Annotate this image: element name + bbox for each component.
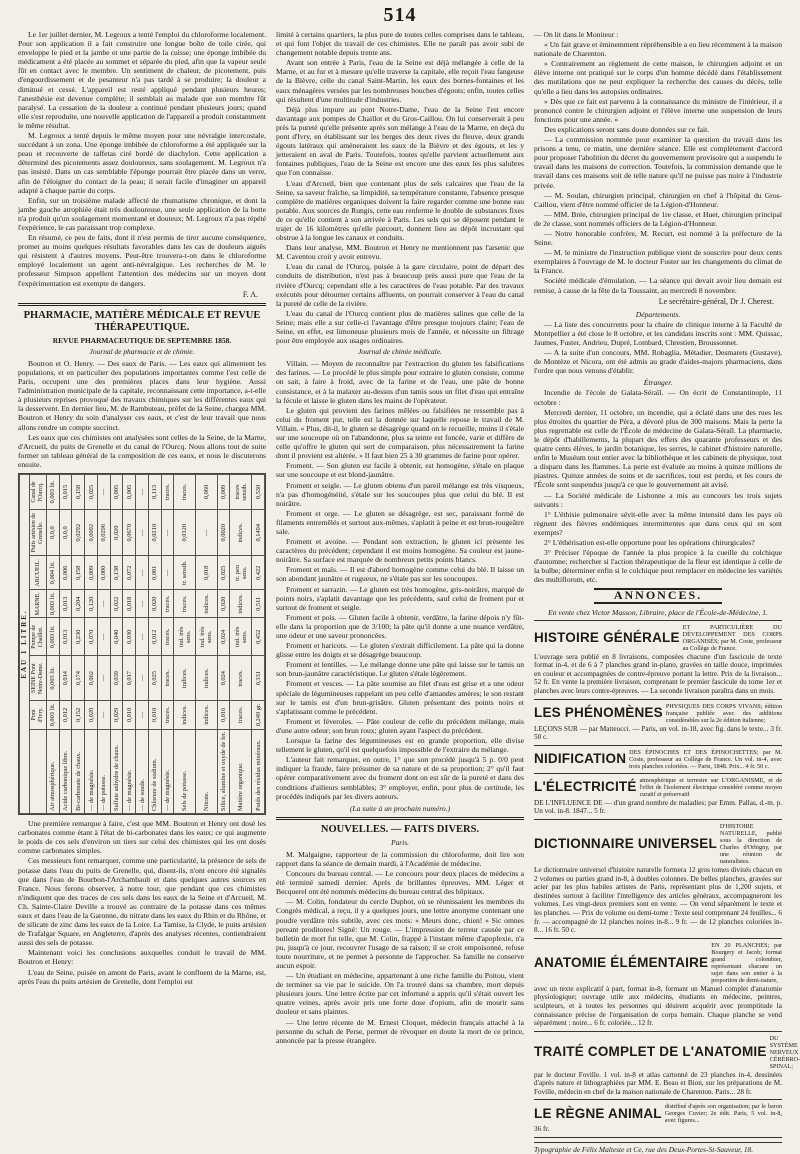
table-column-header: Pompe de Chaillot. xyxy=(30,618,47,656)
paragraph: Froment et pois. — Gluten facile à obtenir, verdâtre, la farine dépois n'y fût-elle dans la proportion que de 3/100; la pâte qu'il donne a une nuance verdâtre, une odeur et une saveur prononcées. xyxy=(276,612,524,640)
paragraph: — La liste des concurrents pour la chaire de clinique interne à la Faculté de Montpellier a été close le 8 octobre, et les candidats inscrits sont : MM. Quissac, Jaumes, Fuster, Andrieu, Dupré, Lombard, Chrestien, Broussonnet. xyxy=(534,319,782,347)
table-cell: 0,060 xyxy=(196,475,218,510)
table-cell: traces. xyxy=(161,475,174,510)
ad-title: TRAITÉ COMPLET DE L'ANATOMIE xyxy=(534,1044,767,1060)
table-cell: 0,072 xyxy=(123,556,136,590)
table-row xyxy=(161,475,174,814)
paragraph: Froment et haricots. — Le gluten s'extrait difficilement. La pâte qui la donne glisse entre les doigts et se désagrège beaucoup. xyxy=(276,641,524,660)
table-row xyxy=(148,475,161,814)
ad-title: L'ÉLECTRICITÉ xyxy=(534,779,637,795)
divider xyxy=(276,817,524,820)
divider xyxy=(534,699,782,700)
table-cell: 0,120 xyxy=(85,590,98,618)
secretary-signature: Le secrétaire-général, Dr J. Cherest. xyxy=(658,296,774,306)
table-cell: — xyxy=(97,618,110,656)
section-title: PHARMACIE, MATIÈRE MÉDICALE ET REVUE THÉRAPEUTIQUE. xyxy=(23,309,261,333)
paragraph: Mercredi dernier, 11 octobre, un incendie, qui a éclaté dans une des rues les plus étroites du quartier de Péra, a dévoré plus de 300 maisons. Mais la perte la plus regrettable est celle de l'École de médecine de Galata-Séraïl. La pharmacie, le dépôt d'habillements, la plupart des effets des quarante professeurs et des quatre cents élèves, le jardin botanique, les serres, le cabinet d'histoire naturelle, enfin le Muséum tout entier avec la bibliothèque et les cabinets de physique, tout a disparu dans les flammes. La perte est évaluée au moins à quinze millions de piastres. Quinze années de soins et de sacrifices, tout est perdu, et les cours de l'École sont suspendus jusqu'à ce que le gouvernement ait avisé. xyxy=(534,407,782,490)
table-cell: 0,020 xyxy=(110,510,123,556)
table-cell: 0,014 xyxy=(59,656,72,701)
divider xyxy=(534,1031,782,1032)
table-cell: 0,009 xyxy=(85,556,98,590)
table-row-label: Sulfate anhydre de chaux. xyxy=(110,729,123,813)
paragraph: Maintenant voici les conclusions auxquelles conduit le travail de MM. Boutron et Henry: xyxy=(18,948,266,967)
table-cell: — xyxy=(136,510,149,556)
divider xyxy=(534,745,782,746)
table-column-header: MARNE. xyxy=(30,590,47,618)
table-row-label: Nitrate. xyxy=(196,729,218,813)
annonces-header xyxy=(534,588,782,603)
table-cell: 0,081 xyxy=(148,556,161,590)
table-cell: indices. xyxy=(230,590,252,618)
table-cell: 0,158 xyxy=(72,475,85,510)
table-cell: indices. xyxy=(196,590,218,618)
table-cell: 0,152 xyxy=(72,701,85,729)
divider xyxy=(534,1137,782,1138)
journal-title: Journal de pharmacie et de chimie. xyxy=(89,346,195,356)
table-cell: 0,017 xyxy=(123,656,136,701)
table-row xyxy=(136,475,149,814)
ad-subtitle: PHYSIQUES DES CORPS VIVANS; édition française publiée avec des additions considérables sur la 2e édition italienne; xyxy=(665,702,782,724)
table-cell: 0,530 xyxy=(252,475,265,510)
paragraph: Société médicale d'émulation. — La séance qui devait avoir lieu demain est remise, à cause de la fête de la Toussaint, au mercredi 8 novembre. xyxy=(534,276,782,295)
journal-title: Journal de chimie médicale. xyxy=(358,347,442,357)
table-row-label: Matière organique. xyxy=(230,729,252,813)
table-cell: indices. xyxy=(196,701,218,729)
paragraph: Froment et avoine. — Pendant son extraction, le gluten ici présente les caractères du précédent; cependant il est moins homogène. Sa couleur est jaune-noirâtre. Sa surface est marquée de nombreux petits points blancs. xyxy=(276,537,524,565)
departments-title: Départements. xyxy=(635,309,681,319)
paragraph: — M. le ministre de l'instruction publique vient de souscrire pour deux cents exemplaires à l'ouvrage de M. le docteur Fuster sur les changements du climat de la France. xyxy=(534,248,782,276)
moniteur-intro: — On lit dans le Moniteur : xyxy=(534,30,619,39)
table-cell: 0,230 xyxy=(72,618,85,656)
table-cell: — xyxy=(136,475,149,510)
table-cell: — xyxy=(97,701,110,729)
ad-title: ANATOMIE ÉLÉMENTAIRE xyxy=(534,954,709,970)
table-cell: — xyxy=(97,656,110,701)
table-row xyxy=(123,475,136,814)
paragraph: M. Legroux a tenté depuis le même moyen pour une névralgie intercostale, succédant à un zona. Une éponge imbibée de chloroforme a été appliquée sur la peau et recouverte de taffetas ciré bordé de diachylon. Cette application a déterminé des picotements assez douloureux, sans soulagement. M. Legroux n'a pas insisté. Dans un cas semblable l'éponge pourrait être placée dans un verre, afin de l'éloigner du contact de la peau; il serait facile d'imaginer un appareil adapté à chaque partie du corps. xyxy=(18,131,266,195)
table-cell: 0,422 xyxy=(252,556,265,590)
table-cell: 0,015 xyxy=(59,475,72,510)
annonces-intro: En vente chez Victor Masson, Libraire, place de l'École-de-Médecine, 1. xyxy=(548,607,768,617)
paragraph: Concours du bureau central. — Le concours pour deux places de médecins a été terminé samedi dernier. Après de brillantes épreuves, MM. Léger et Becquerel ont été nommés médecins du bureau central des hôpitaux. xyxy=(276,869,524,897)
ad-body: LEÇONS SUR — par Matteucci. — Paris, un vol. in-18, avec fig. dans le texte... 3 fr. 50 c. xyxy=(534,724,782,742)
table-cell: 0,040 xyxy=(110,618,123,656)
table-row xyxy=(217,475,230,814)
paragraph: Froment et sarrazin. — Le gluten est très homogène, gris-noirâtre, marqué de points noirs, s'aplatit davantage que les précédents, sauf celui de froment pur et surtout de froment et seigle. xyxy=(276,584,524,612)
paragraph: Lorsque la farine des légumineuses est en grande proportion, elle divise tellement le gluten, qu'il est quelquefois impossible de l'extraire du mélange. xyxy=(276,736,524,755)
table-cell: 0,1494 xyxy=(252,510,265,556)
table-column-header: Puits artésien de Grenelle. xyxy=(30,510,47,556)
table-cell: ind. très sens. xyxy=(196,618,218,656)
imprint: Typographie de Félix Malteste et Ce, rue des Deux-Portes-St-Sauveur, 18. xyxy=(534,1142,782,1154)
annonces-title: ANNONCES. xyxy=(594,588,722,603)
table-cell: indices. xyxy=(174,701,196,729)
table-cell: 0,249 gr. xyxy=(252,701,265,729)
ad-subtitle: distribué d'après son organisation; par le baron Georges Cuvier; 2e édit. Paris, 5 vol. in-8, avec figures... xyxy=(664,1103,782,1125)
advertisement xyxy=(534,703,782,746)
paragraph: L'auteur fait remarquer, en outre, 1° que son procédé jusqu'à 5 p. 0/0 peut indiquer la fraude, faire présumer de sa nature et de sa proportion; 2° qu'il faut opérer comparativement avec du froment dont on est sûr de la pureté et dans des conditions d'ailleurs semblables; 3° employer, enfin, pour plus de certitude, les procédés indiqués par les divers auteurs. xyxy=(276,755,524,801)
table-cell: 0,022 xyxy=(110,590,123,618)
divider xyxy=(534,819,782,820)
table-cell: tr. sensib. xyxy=(174,556,196,590)
ad-subtitle: DU SYSTÈME NERVEUX CÉRÉBRO-SPINAL; xyxy=(769,1034,800,1070)
advertisement xyxy=(534,1103,782,1138)
table-cell: 0,113 xyxy=(148,475,161,510)
table-group-header: EAU 1 LITRE. xyxy=(20,475,30,814)
news-place: Paris. xyxy=(391,837,409,847)
table-cell: 0,012 xyxy=(59,701,72,729)
table-cell: 0,0120 xyxy=(174,510,196,556)
table-cell: 0,006 xyxy=(59,556,72,590)
ad-body: 36 fr. xyxy=(534,1125,550,1134)
table-cell: 0,005 xyxy=(110,475,123,510)
paragraph: Le gluten qui provient des farines mêlées ou falsifiées ne ressemble pas à celui du froment pur, telle est la donnée sur laquelle repose le travail de M. Villain. « Plus, dit-il, le gluten se désagrège quand on le recueille, moins il s'étale sur une soucoupe où on l'abandonne, plus sa teinte est foncée, varie et diffère de celle qu'offre le gluten qui sert de comparaison, plus nécessairement la farine dont il provient est altérée. » Il faut bien 25 à 30 grammes de farine pour opérer. xyxy=(276,405,524,461)
paragraph: Ces messieurs font remarquer, comme une particularité, la présence de sels de potasse dans l'eau du puits de Grenelle, qui, disent-ils, n'ont encore été signalés que dans l'eau de Bourbon-l'Archambault et dans quelques autres sources en France. Nous ferons observer, à notre tour, que pendant que ces chimistes n'indiquent que des traces de ces sels dans les eaux de la Seine et d'Arcueil, M. Ch. Sainte-Claire Deville a trouvé au contraire de la potasse dans ces mêmes eaux et dans l'eau de la Garonne, du nitrate dans les eaux du Rhin et du Rhône, et de silicate de zinc dans les eaux de la Loire. La Tamise, la Clyde, le puits artésien de Trafalgar Square, en Angleterre, d'après des analyses récentes, contiendraient aussi des sels de potasse. xyxy=(18,856,266,948)
table-cell: — xyxy=(196,510,218,556)
table-cell: 0,511 xyxy=(252,590,265,618)
table-cell: 0,0092 xyxy=(85,510,98,556)
paragraph: Froment et vesces. — La pâte soumise au filet d'eau est grise et a une odeur spéciale de légumineuses rappelant un peu celle d'amandes amères; le son restant sur le tamis est d'un brun-grisâtre. Gluten présentant des points noirs et s'aplatissant comme le précédent. xyxy=(276,679,524,716)
table-cell: 0,013 xyxy=(59,590,72,618)
table-cell: ind. très sens. xyxy=(230,618,252,656)
table-cell: traces. xyxy=(230,656,252,701)
paragraph: L'eau d'Arcueil, bien que contenant plus de sels calcaires que l'eau de la Seine, sa saveur fraîche, sa limpidité, sa température constante, l'absence presque complète de matières organiques doivent la faire regarder comme une bonne eau potable. Aux sources de Rungis, cette eau renferme le double de substances fixes de ce qu'elle contient à son arrivée à Paris. Les sels qui se déposent pendant le trajet de 16 kilomètres qu'elle parcourt, donnent lieu au dépôt incrustant qui obstrue à la longue les canaux et conduits. xyxy=(276,178,524,243)
table-row xyxy=(97,475,110,814)
table-cell: ind. très sens. xyxy=(174,618,196,656)
paragraph: Enfin, sur un troisième malade affecté de rhumatisme chronique, et dont la jambe gauche atrophiée était très douloureuse, une seule application de la botte n'a produit qu'un soulagement momentané et douteux; M. Legroux n'a pas répété l'expérience, le cas paraissant trop complexe. xyxy=(18,195,266,232)
table-cell: 0,158 xyxy=(72,556,85,590)
paragraph: — M. Soulan, chirurgien principal, chirurgien en chef à l'hôpital du Gros-Caillou, vient d'être nommé officier de la Légion-d'Honneur. xyxy=(534,190,782,209)
table-row-label: Chlorure de sodium. xyxy=(148,729,161,813)
table-cell: traces. xyxy=(174,475,196,510)
table-row-label: — de magnésie. xyxy=(123,729,136,813)
paragraph: « Un fait grave et éminemment répréhensible a eu lieu récemment à la maison nationale de Charenton. xyxy=(534,40,782,59)
table-cell: 0,020 xyxy=(217,590,230,618)
ad-body: par le docteur Foville. 1 vol. in-8 et atlas cartonné de 23 planches in-4, dessinées d'après nature et lithographiées par MM. E. Beau et Bion, sur les préparations de M. Foville, médecin en chef de la maison nationale de Charenton. Paris... 28 fr. xyxy=(534,1070,782,1096)
table-cell: traces sensib. xyxy=(230,475,252,510)
paragraph: Déjà plus impure au pont Notre-Dame, l'eau de la Seine l'est encore davantage aux pompes de Chaillot et du Gros-Caillou. On lui conserverait à peu près la pureté qu'elle présente après son mélange à l'eau de la Marne, en deçà du pont d'Ivry, en établissant sur les berges des deux rives du fleuve, deux grands égouts latéraux qui amèneraient les eaux de la Bièvre et des égouts, et les y jetteraient en aval de Paris. Toutefois, toutes qu'elle parvient actuellement aux fontaines publiques, l'eau de la Seine est encore une des eaux les plus salubres que l'on connaisse. xyxy=(276,104,524,178)
column-1 xyxy=(18,30,266,1110)
table-cell: indices. xyxy=(230,510,252,556)
table-cell: indices. xyxy=(174,656,196,701)
table-cell: — xyxy=(161,510,174,556)
table-row-label: — de potasse. xyxy=(97,729,110,813)
divider xyxy=(534,620,782,621)
ad-subtitle: ET PARTICULIÈRE DU DÉVELOPPEMENT DES CORPS ORGANISÉS; par M. Coste, professeur au Collège de France. xyxy=(682,623,782,652)
table-row xyxy=(85,475,98,814)
paragraph: 2° L'éthérisation est-elle opportune pour les opérations chirurgicales? xyxy=(544,537,755,547)
paragraph: Le 1er juillet dernier, M. Legroux a tenté l'emploi du chloroforme localement. Pour son application il a fait construire une longue boîte de toile cirée, qui enveloppe le pied et la jambe et une partie de la cuisse; une éponge imbibée du médicament a été placée au sommet et séparée du pied, afin que la vapeur seule fût en contact avec le membre. Un sentiment de chaleur, de picotement, puis d'engourdissement et de pesanteur n'a pas tardé à se produire; la douleur a diminué et cessé. L'appareil est resté appliqué pendant plusieurs heures; l'anesthésie est devenue complète; il semblait au malade que son membre fût paralysé. La cessation de la douleur a continué pendant plusieurs jours; quand elle s'est reproduite, une nouvelle application de l'appareil a produit constamment le même résultat. xyxy=(18,30,266,130)
paragraph: M. Malgaigne, rapporteur de la commission du chloroforme, doit lire son rapport dans la séance de demain mardi, à l'Académie de médecine. xyxy=(276,849,524,868)
table-cell: 0,016 xyxy=(217,701,230,729)
table-cell: — xyxy=(136,618,149,656)
table-cell: 0,039 xyxy=(110,656,123,701)
table-cell: 0,138 xyxy=(110,556,123,590)
ad-subtitle: EN 20 PLANCHES; par Bourgery et Jacob; format grand colombier, représentant chacune un sujet dans son entier à la proportion de demi-nature, xyxy=(711,941,782,984)
paragraph: Incendie de l'école de Galata-Séraïl. — On écrit de Constantinople, 11 octobre : xyxy=(534,388,782,407)
ad-body: DE L'INFLUENCE DE — d'un grand nombre de maladies; par Emm. Pallas, d.-m. p. Un vol. in-8. 1847... 5 fr. xyxy=(534,798,782,816)
paragraph: — Une lettre récente de M. Ernest Cloquet, médecin français attaché à la personne du schah de Perse, permet de révoquer en doute la mort de ce prince, annoncée par la presse étrangère. xyxy=(276,1017,524,1045)
ad-title: LE RÈGNE ANIMAL xyxy=(534,1105,662,1121)
table-cell: 0,013 xyxy=(59,618,72,656)
table-cell: — xyxy=(161,556,174,590)
table-cell: traces. xyxy=(174,590,196,618)
table-cell: 0,0,0 xyxy=(59,510,72,556)
divider xyxy=(534,773,782,774)
ad-body: Le dictionnaire universel d'histoire naturelle formera 12 gros tomes divisés chacun en 2 volumes ou parties grand in-8, à doubles colonnes. De belles planches, gravées sur acier par les plus habiles artistes de Paris, représentant plus de 1,200 sujets, et destinées surtout à faciliter l'intelligence des articles généraux, accompagneront les volumes. Les vingt-deux premiers sont en vente. — On vend séparément le texte et les planches. — Prix du volume ou demi-tome : Texte seul comprenant 24 feuilles... 6 fr. — accompagné de 12 planches noires in-8... 9 fr. — de 12 planches coloriées in-8... 16 fr. 50 c. xyxy=(534,865,782,935)
advertisement xyxy=(534,1034,800,1101)
divider xyxy=(18,303,266,306)
table-cell: — xyxy=(97,590,110,618)
table-row xyxy=(110,475,123,814)
table-row xyxy=(72,475,85,814)
table-cell: 0,025 xyxy=(217,556,230,590)
paragraph: Boutron et O. Henry. — Des eaux de Paris. — Les eaux qui alimentent les populations, et en particulier des populations importantes comme l'est celle de Paris, occupent une des premières places dans leur hygiène. Aussi l'administration municipale de la capitale, reconnaissant cette importance, a-t-elle à plusieurs reprises provoqué des travaux chimiques sur les différentes eaux qui la desservent. En dernier lieu, M. de Rambuteau, préfet de la Seine, chargea MM. Boutron et Henry du soin d'analyser ces eaux, et c'est de leur travail que nous allons rendre un compte succinct. xyxy=(18,358,266,432)
table-cell: 0,025 xyxy=(148,656,161,701)
paragraph: Froment. — Son gluten est facile à obtenir, est homogène, s'étale en plaque sur une soucoupe et est blond-jaunâtre. xyxy=(276,461,524,480)
table-cell: — xyxy=(136,656,149,701)
table-cell: 0,0020 xyxy=(217,510,230,556)
abroad-title: Étranger. xyxy=(643,378,673,388)
table-cell: 0,018 xyxy=(196,556,218,590)
paragraph: Froment et orge. — Le gluten se désagrège, est sec, paraissant formé de filaments entremêlés et surtout aux-mêmes, s'aplatit à peine et est brun-rougeâtre sale. xyxy=(276,508,524,536)
table-cell: traces. xyxy=(161,701,174,729)
table-cell: 0,003 lit. xyxy=(47,590,60,618)
table-cell: 0,009 xyxy=(217,475,230,510)
to-be-continued: (La suite à un prochain numéro.) xyxy=(349,803,451,813)
table-cell: 0,012 xyxy=(148,618,161,656)
table-row xyxy=(252,475,265,814)
table-row-label: Sels de potasse. xyxy=(174,729,196,813)
table-cell: 0,010 xyxy=(148,701,161,729)
table-row-label: — de magnésie. xyxy=(161,729,174,813)
table-cell: 0,003 lit. xyxy=(47,701,60,729)
paragraph: Villain. — Moyen de reconnaître par l'extraction du gluten les falsifications des farines. — Le procédé le plus simple pour extraire le gluten consiste, comme on sait, à faire à froid, avec de la farine et de l'eau, une pâte de bonne consistance, et à la malaxer au-dessus d'un tamis sous un filet d'eau qui entraîne la fécule et laisse le gluten dans les mains de l'opérateur. xyxy=(276,359,524,405)
table-cell: 0,029 xyxy=(110,701,123,729)
paragraph: limité à certains quartiers, la plus pure de toutes celles comprises dans le tableau, et qui font l'objet du travail de ces chimistes. Elle ne paraît pas avoir subi de changement notable depuis trente ans. xyxy=(276,30,524,58)
table-column-header: SEINE Pont Notre-Dame. xyxy=(30,656,47,701)
table-cell: 0,003 lit. xyxy=(47,656,60,701)
table-cell: 0,030 xyxy=(123,618,136,656)
advertisement xyxy=(534,942,782,1032)
paragraph: — La commission nommée pour examiner la question du travail dans les prisons a tenu, ce matin, une dernière séance. Elle est complètement d'accord pour proposer l'abolition du décret du gouvernement provisoire qui a suspendu le travail dans les maisons de correction. Toutefois, la commission demande que le travail dans ces maisons soit de telle nature qu'il ne puisse pas nuire à l'industrie privée. xyxy=(534,135,782,190)
table-row xyxy=(174,475,196,814)
table-row xyxy=(47,475,60,814)
table-cell: 0,070 xyxy=(85,618,98,656)
table-cell: 0,331 xyxy=(252,656,265,701)
column-2 xyxy=(276,30,524,1110)
page-number: 514 xyxy=(383,4,417,26)
advertisement xyxy=(534,624,782,700)
table-cell: 0,024 xyxy=(217,618,230,656)
table-cell: tr. peu sens. xyxy=(230,556,252,590)
table-cell: traces. xyxy=(161,590,174,618)
advertisement xyxy=(534,777,782,820)
paragraph: Froment et lentilles. — Le mélange donne une pâte qui laisse sur le tamis un son brun-jaunâtre caractéristique. Le gluten s'étale légèrement. xyxy=(276,660,524,679)
paragraph: Dans leur analyse, MM. Boutron et Henry ne mentionnent pas l'arsenic que M. Caventou croit y avoir entrevu. xyxy=(276,243,524,262)
table-cell: 0,024 xyxy=(217,656,230,701)
paragraph: — Notre honorable confrère, M. Recurt, est nommé à la préfecture de la Seine. xyxy=(534,228,782,248)
paragraph: Froment et seigle. — Le gluten obtenu d'un pareil mélange est très visqueux, n'a pas d'homogénéité, s'étale sur les soucoupes plus que celui du blé. Il est noirâtre. xyxy=(276,480,524,508)
table-cell: traces. xyxy=(161,656,174,701)
paragraph: En résumé, ce peu de faits, dont il n'est permis de tirer aucune conséquence, promet au moins quelques résultats favorables dans les cas de douleurs aiguës qui résistent à d'autres moyens. Peut-être trouvera-t-on dans le chloroforme employé localement un agent anti-névralgique. Les recherches de M. le professeur Simpson appellent l'attention des médecins sur un moyen dont l'expérimentation est exempte de dangers. xyxy=(18,233,266,288)
table-cell: 0,020 xyxy=(85,701,98,729)
paragraph: L'eau du canal de l'Ourcq contient plus de matières salines que celle de la Seine; mais elle a sur celle-ci l'avantage d'être presque toujours claire; l'eau de Seine, en effet, est limoneuse plusieurs mois de l'année, et nécessite un filtrage pour être employée aux usages ordinaires. xyxy=(276,308,524,346)
advertisement xyxy=(534,749,782,774)
signature: F. A. xyxy=(242,289,258,299)
table-row-label: Acide carbonique libre. xyxy=(59,729,72,813)
table-cell: 0,080 xyxy=(97,556,110,590)
divider xyxy=(534,938,782,939)
paragraph: Froment et féveroles. — Pâte couleur de celle du précédent mélange, mais d'une autre odeur; son brun roux; gluten ayant l'aspect du précédent. xyxy=(276,716,524,735)
table-cell: 0,0,0 xyxy=(47,510,60,556)
table-cell: traces. xyxy=(230,701,252,729)
ad-title: DICTIONNAIRE UNIVERSEL xyxy=(534,835,717,851)
review-title: REVUE PHARMACEUTIQUE DE SEPTEMBRE 1858. xyxy=(52,335,232,345)
paragraph: Les eaux que ces chimistes ont analysées sont celles de la Seine, de la Marne, d'Arcueil, du puits de Grenelle et du canal de l'Ourcq. Nous allons tout de suite former un tableau général de la composition de ces eaux, et nous le discuterons ensuite. xyxy=(18,432,266,469)
table-cell: 0,204 xyxy=(72,590,85,618)
table-row xyxy=(59,475,72,814)
table-cell: 0,062 xyxy=(85,656,98,701)
paragraph: — MM. Brée, chirurgien principal de 1re classe, et Huet, chirurgien principal de 2e classe, sont nommés officiers de la Légion-d'Honneur. xyxy=(534,209,782,228)
table-row-label: Air atmosphérique. xyxy=(47,729,60,813)
ad-title: NIDIFICATION xyxy=(534,751,627,767)
table-row-label: Poids des résidus minéraux. xyxy=(252,729,265,813)
table-cell: — xyxy=(97,475,110,510)
table-cell: 0,020 xyxy=(148,590,161,618)
ad-body: avec un texte explicatif à part, format in-8, formant un Manuel complet d'anatomie physiologique; ouvrage utile aux médecins, étudiants en médecine, peintres, sculpteurs, et à toutes les personnes qui désirent acquérir avec promptitude la connaissance précise de l'organisation de corps humain. Chaque planche se vend séparément : noire... 6 fr. coloriée... 12 fr. xyxy=(534,984,782,1028)
table-row xyxy=(196,475,218,814)
paragraph: » Dès que ce fait est parvenu à la connaissance du ministre de l'intérieur, il a prononcé contre le chirurgien adjoint et l'élève interne une suspension de leurs fonctions pour une année. » xyxy=(534,96,782,124)
paragraph: 3° Préciser l'époque de l'année la plus propice à la cueille du colchique d'automne; rechercher si l'action thérapeutique de la fleur est identique à celle de la bulbe; déterminer enfin si le colchique peut remplacer en médecine les variétés des multiflorum, etc. xyxy=(534,548,782,585)
paragraph: — M. Colin, fondateur du cercle Duphot, où se réunissaient les membres du Congrès médical, a reçu, il y a quelques jours, une lettre anonyme contenant une poudre verdâtre très subtile, avec ces mots: « Meurs donc, chien! » Sic omnes pereant proditores! Signé: Un rouge. — L'impression de terreur causée par ce bulletin de mort fut telle, que M. Colin, frappé à l'instant même d'apoplexie, n'a pu, jusqu'à ce jour, recouvrer l'usage de sa raison; il se croit empoisonné, refuse toute nourriture, et ne permet à personne de l'approcher. Sa famille ne conserve aucun espoir. xyxy=(276,897,524,970)
table-row-label: Bi-carbonate de chaux. xyxy=(72,729,85,813)
paragraph: L'eau de Seine, puisée en amont de Paris, avant le confluent de la Marne, est, après l'eau du puits artésien de Grenelle, dont l'emploi est xyxy=(18,967,266,986)
ad-body: L'ouvrage sera publié en 8 livraisons, composées chacune d'un fascicule de texte format in-4, et de 6 à 7 planches grand in-plano, gravées en taille douce, imprimées en couleur et accompagnées de contre-épreuve portant la lettre. Prix de la livraison... 52 fr. En vente la première livraison, comprenant le premier fascicule du tome 1er et planches avec leurs contre-épreuves. — La seconde livraison paraîtra dans un mois. xyxy=(534,652,782,695)
table-cell: 0,0670 xyxy=(123,510,136,556)
table-cell: indices. xyxy=(196,656,218,701)
paragraph: » Contrairement au règlement de cette maison, le chirurgien adjoint et un élève interne ont pratiqué sur le corps d'un homme décédé dans l'établissement des mutilations que ne peut expliquer la recherche des causes du décès, telle qu'elle a lieu dans les autopsies ordinaires. xyxy=(534,59,782,96)
ad-subtitle: D'HISTOIRE NATURELLE, publié sous la direction de Charles d'Orbigny, par une réunion de naturalistes. xyxy=(719,822,782,865)
table-cell: traces. xyxy=(161,618,174,656)
table-row-label: Silice, alumine et oxyde de fer. xyxy=(217,729,230,813)
advertisement xyxy=(534,823,782,939)
ad-title: HISTOIRE GÉNÉRALE xyxy=(534,629,680,645)
table-cell: 0,025 xyxy=(85,475,98,510)
ad-subtitle: DES ÉPINOCHES ET DES ÉPINOCHETTES; par M. Coste, professeur au Collège de France. Un vol. in-4, avec trois planches coloriées. — Paris, 1848. Prix... 4 fr. 50 c. xyxy=(629,748,782,770)
table-cell: 0,005 xyxy=(123,475,136,510)
paragraph: Une première remarque à faire, c'est que MM. Boutron et Henry ont dosé les carbonates comme étant à l'état de bi-carbonates dans les eaux; ce qui augmente le poids de ces sels d'environ un tiers sur celui des chimistes qui les ont dosés comme carbonates simples. xyxy=(18,819,266,856)
table-cell: 0,010 xyxy=(123,701,136,729)
table-row-label: — de magnésie. xyxy=(85,729,98,813)
table-cell: — xyxy=(136,556,149,590)
divider xyxy=(534,1099,782,1100)
news-title: NOUVELLES. — FAITS DIVERS. xyxy=(320,823,480,835)
table-row-label: — de soude. xyxy=(136,729,149,813)
table-cell: 0,174 xyxy=(72,656,85,701)
ad-subtitle: atmosphérique et terrestre sur L'ORGANISME, et de l'effet de l'isolement électrique considéré comme moyen curatif et préservatif xyxy=(639,776,782,798)
paragraph: L'eau du canal de l'Ourcq, puisée à la gare circulaire, point de départ des conduits de distribution, n'est pas à beaucoup près aussi pure que l'eau de la rivière d'Ourcq; cependant elle a les caractères de l'eau potable. Par des travaux exécutés pour détourner certains affluents, on pourrait conserver à l'eau du canal la pureté de celle de la rivière. xyxy=(276,262,524,308)
table-row xyxy=(230,475,252,814)
table-cell: 0,018 xyxy=(123,590,136,618)
paragraph: — A la suite d'un concours, MM. Robaglia, Métadier, Desmarets (Gustave), de Montèze et Nicora, ont été admis au grade d'aides-majors pharmaciens, dans l'ordre que nous venons d'établir. xyxy=(534,348,782,376)
table-column-header: Pont d'Ivry. xyxy=(30,701,47,729)
paragraph: Avant son entrée à Paris, l'eau de la Seine est déjà mélangée à celle de la Marne, et au fur et à mesure qu'elle traverse la capitale, elle reçoit l'eau fangeuse de la Bièvre, celle du canal Saint-Martin, les eaux des bornes-fontaines et les eaux ménagères versées par les nombreuses bouches d'égouts; enfin, toutes celles qui résultent d'une multitude d'industries. xyxy=(276,58,524,104)
table-cell: 0,0296 xyxy=(97,510,110,556)
paragraph: Froment et maïs. — Il est d'abord homogène comme celui du blé. Il laisse un son abondant jaunâtre et rugueux, ne s'étale pas sur les soucoupes. xyxy=(276,565,524,584)
table-cell: 0,003 lit. xyxy=(47,618,60,656)
paragraph: 1° L'éthisie pulmonaire sévit-elle avec la même intensité dans les pays où règnent des fièvres endémiques intermittentes que dans ceux qui en sont exempts? xyxy=(534,509,782,537)
ads-list xyxy=(534,623,800,1138)
table-column-header: ARCUEIL. xyxy=(30,556,47,590)
table-cell: 0,452 xyxy=(252,618,265,656)
column-3 xyxy=(534,30,800,1154)
paragraph: — Un étudiant en médecine, appartenant à une riche famille du Poitou, vient de terminer sa vie par le suicide. On l'a trouvé dans sa chambre, mort depuis plusieurs jours. Une lettre écrite par cet infortuné a appris qu'il s'était ouvert les quatre veines, après avoir pris une forte dose d'opium, afin de mourir sans douleur et sans plaintes. xyxy=(276,971,524,1017)
paragraph: — La Société médicale de Lisbonne a mis au concours les trois sujets suivants : xyxy=(534,490,782,509)
table-cell: 0,0292 xyxy=(72,510,85,556)
table-cell: — xyxy=(136,590,149,618)
paragraph: Des explications seront sans doute données sur ce fait. xyxy=(544,124,710,134)
water-analysis-table xyxy=(18,473,266,815)
table-cell: 0,004 lit. xyxy=(47,556,60,590)
table-cell: 0,0210 xyxy=(148,510,161,556)
table-cell: 0,003 lit. xyxy=(47,475,60,510)
table-cell: — xyxy=(136,701,149,729)
ad-title: LES PHÉNOMÈNES xyxy=(534,705,663,721)
table-column-header: Canal de l'Ourcq. xyxy=(30,475,47,510)
